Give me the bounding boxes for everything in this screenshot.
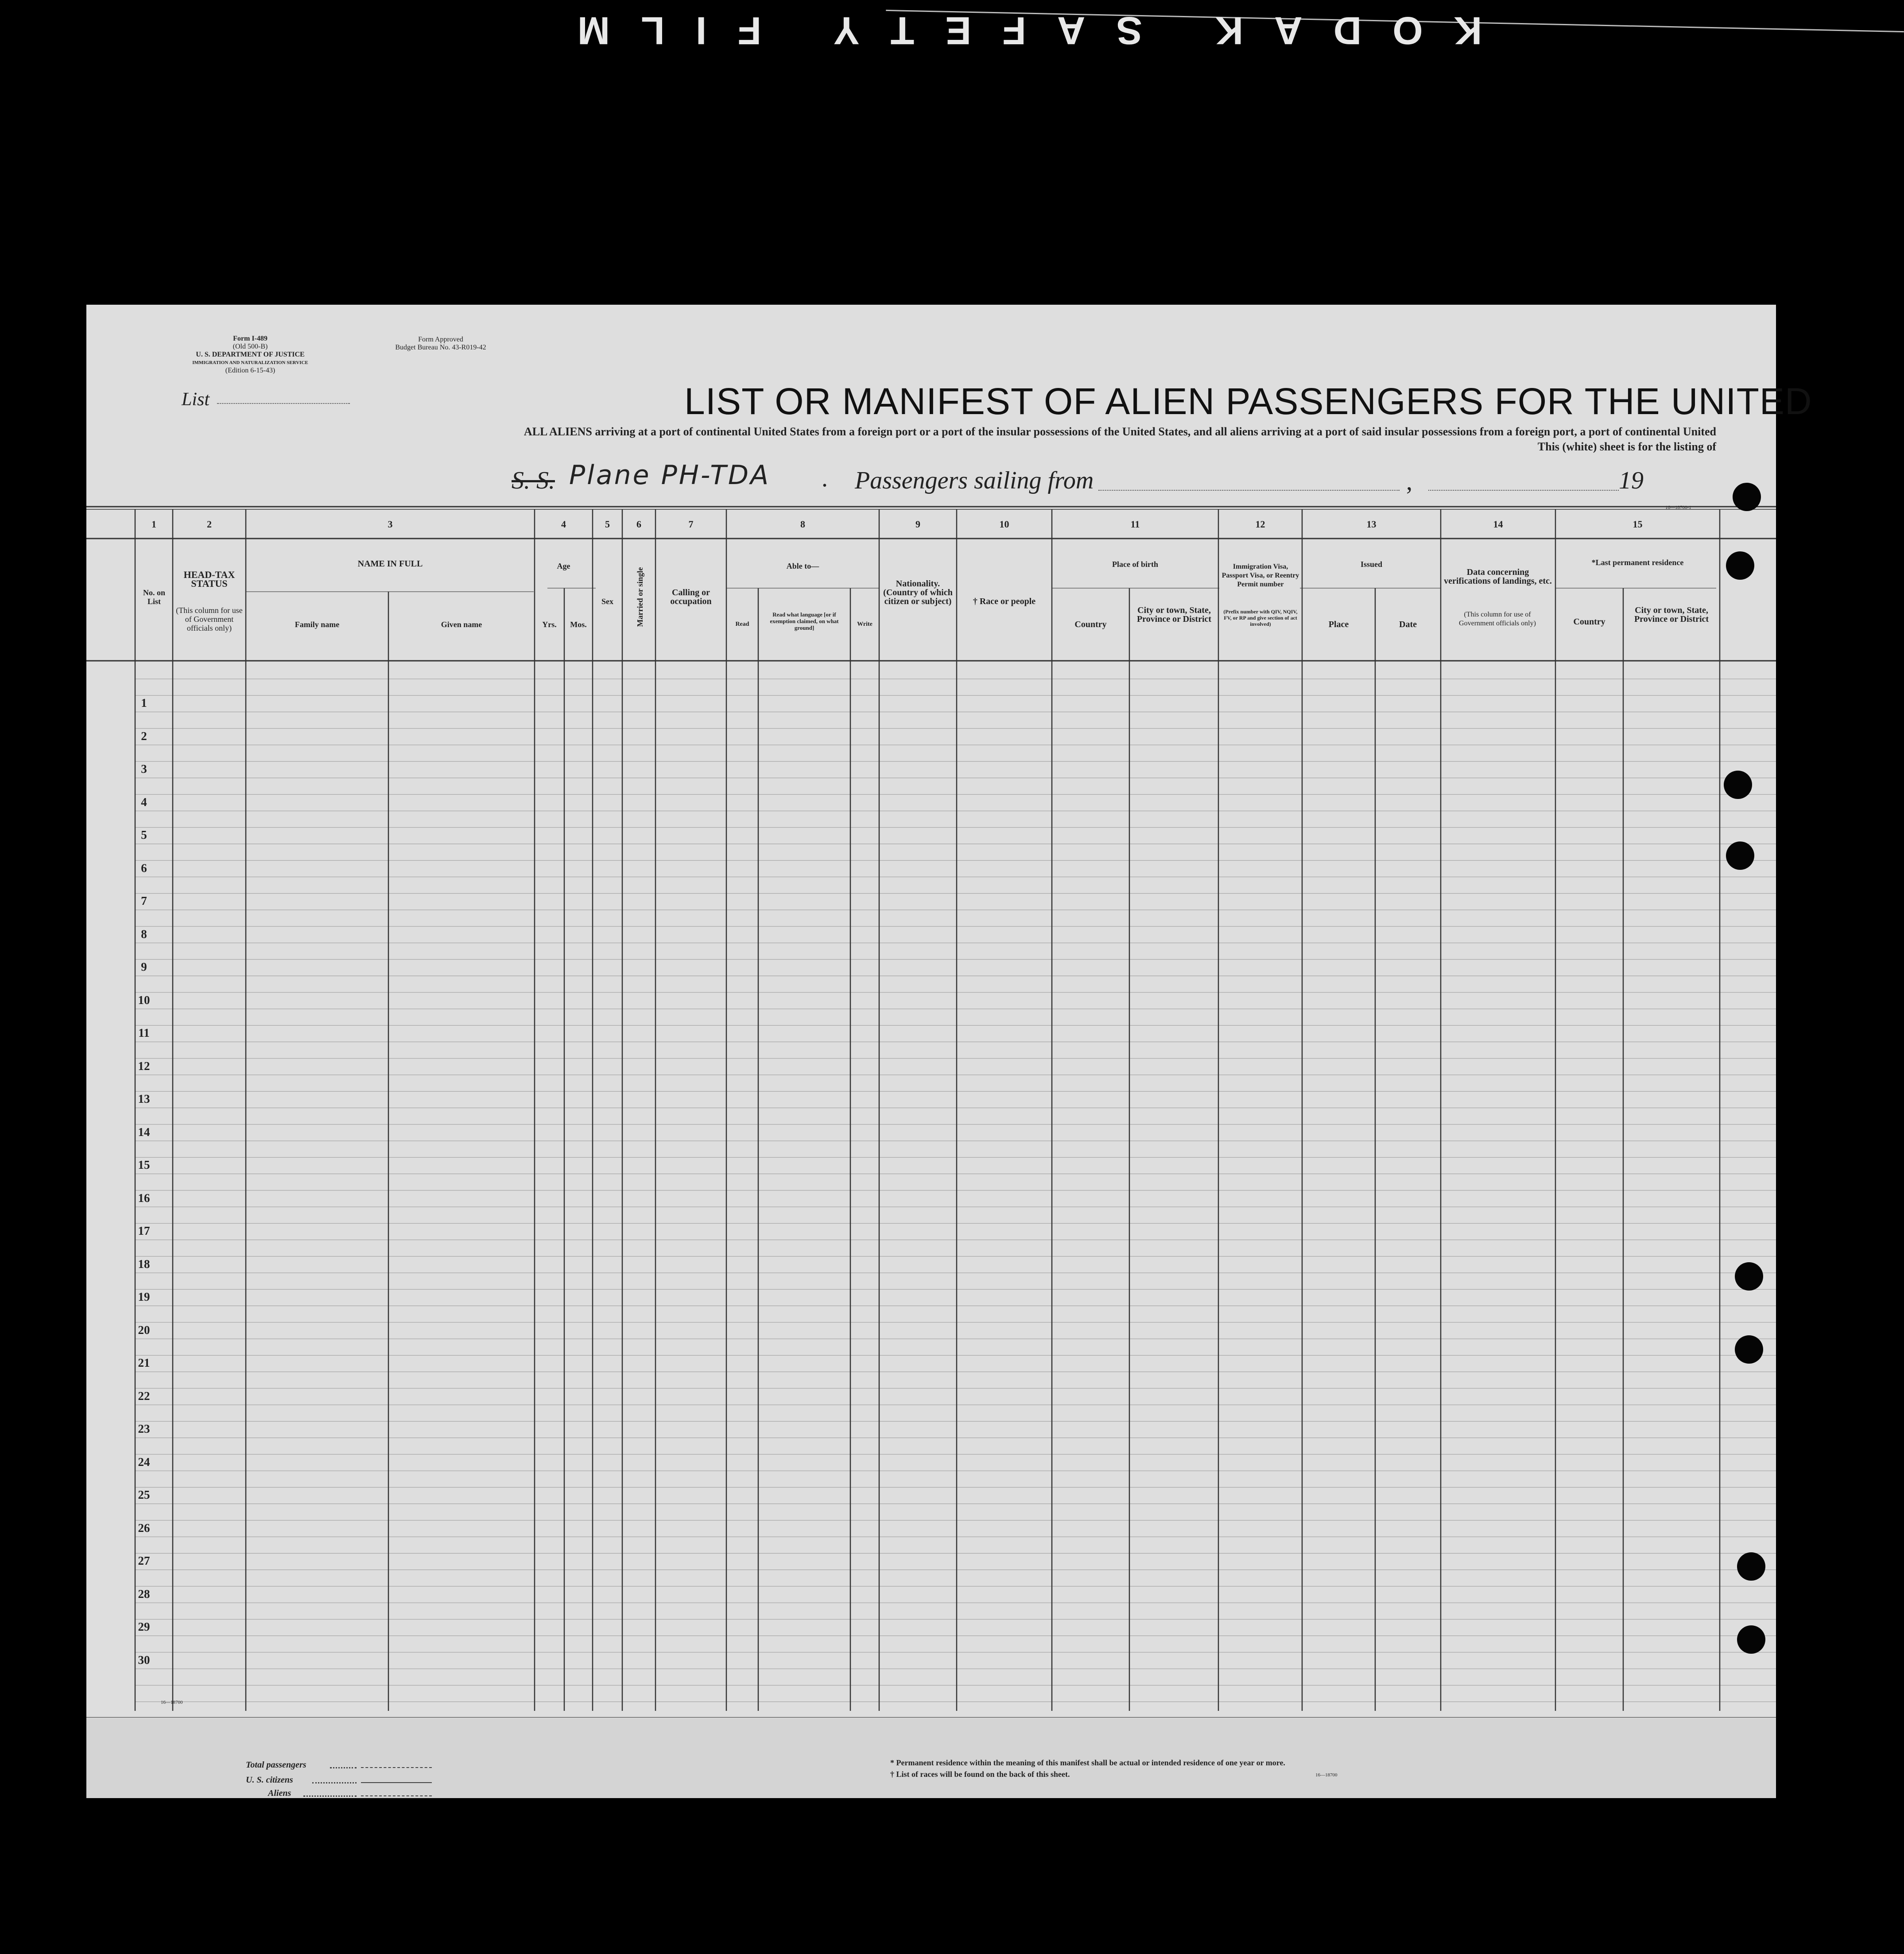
list-label: List <box>182 389 210 410</box>
footnote-races: † List of races will be found on the back of this sheet. <box>890 1770 1070 1779</box>
date-comma: , <box>1406 468 1412 496</box>
header-race: † Race or people <box>973 597 1036 606</box>
col-number-11: 11 <box>1130 519 1140 530</box>
header-residence-city: City or town, State, Province or District <box>1634 605 1709 624</box>
header-mos: Mos. <box>570 620 587 629</box>
us-citizens-label: U. S. citizens <box>246 1775 293 1785</box>
header-calling: Calling or occupation <box>670 588 712 606</box>
row-number: 2 <box>141 729 147 743</box>
row-number: 7 <box>141 894 147 907</box>
header-head-tax: HEAD-TAX STATUS <box>183 569 235 589</box>
manifest-title: LIST OR MANIFEST OF ALIEN PASSENGERS FOR THE UNITED <box>684 380 1812 422</box>
col-number-12: 12 <box>1255 519 1265 530</box>
header-issued-place: Place <box>1328 620 1349 629</box>
form-number: Form I-489 <box>233 335 268 342</box>
year-prefix: 19 <box>1619 467 1644 494</box>
header-no-on-list: No. on List <box>143 588 165 606</box>
row-number: 8 <box>141 927 147 941</box>
punch-hole <box>1733 483 1761 511</box>
header-residence-country: Country <box>1573 617 1605 627</box>
punch-hole <box>1735 1262 1763 1291</box>
aliens-line <box>361 1795 432 1796</box>
row-number: 6 <box>141 861 147 875</box>
header-birth-country: Country <box>1074 620 1107 629</box>
row-number: 26 <box>138 1521 150 1535</box>
sailing-from-label: Passengers sailing from <box>855 467 1094 494</box>
header-issued-date: Date <box>1399 620 1417 629</box>
header-read: Read <box>735 621 749 628</box>
col-number-2: 2 <box>207 519 212 530</box>
row-number: 12 <box>138 1059 150 1073</box>
aliens-dots <box>303 1795 357 1797</box>
header-name-in-full: NAME IN FULL <box>357 559 423 569</box>
form-old-number: (Old 500-B) <box>233 343 268 350</box>
row-number: 10 <box>138 993 150 1007</box>
aliens-label: Aliens <box>268 1788 291 1798</box>
header-data-note: (This column for use of Government officials only) <box>1459 611 1536 627</box>
col-number-4: 4 <box>561 519 566 530</box>
punch-hole <box>1726 841 1754 870</box>
col-number-7: 7 <box>688 519 694 530</box>
row-number: 25 <box>138 1488 150 1501</box>
citizens-line <box>361 1782 432 1783</box>
row-number: 3 <box>141 762 147 775</box>
header-married-or-single: Married or single <box>636 567 644 627</box>
manifest-sheet-note: This (white) sheet is for the listing of <box>1537 440 1716 453</box>
col-number-5: 5 <box>605 519 610 530</box>
col-number-9: 9 <box>915 519 920 530</box>
col-number-13: 13 <box>1366 519 1377 530</box>
manifest-sheet <box>86 305 1812 1798</box>
row-number: 15 <box>138 1158 150 1171</box>
film-edge-print: KODAK SAFETY FILM <box>546 9 1482 53</box>
col-number-10: 10 <box>999 519 1009 530</box>
row-number: 4 <box>141 795 147 809</box>
row-number: 1 <box>141 696 147 709</box>
row-number: 9 <box>141 960 147 973</box>
row-lines <box>135 679 1776 1702</box>
col-number-8: 8 <box>800 519 805 530</box>
header-sex: Sex <box>601 597 613 606</box>
form-edition: (Edition 6-15-43) <box>225 367 275 374</box>
header-place-of-birth: Place of birth <box>1112 560 1158 569</box>
header-yrs: Yrs. <box>542 620 557 629</box>
col-number-3: 3 <box>388 519 393 530</box>
header-last-residence: *Last permanent residence <box>1591 558 1684 567</box>
punch-hole <box>1726 551 1754 580</box>
punch-hole <box>1724 771 1752 799</box>
col-number-1: 1 <box>151 519 156 530</box>
form-service: IMMIGRATION AND NATURALIZATION SERVICE <box>192 360 308 365</box>
header-read-language: Read what language [or if exemption claimed, on what ground] <box>770 611 839 631</box>
row-number: 29 <box>138 1620 150 1633</box>
row-number: 24 <box>138 1455 150 1469</box>
form-department: U. S. DEPARTMENT OF JUSTICE <box>196 351 305 358</box>
row-number: 16 <box>138 1191 150 1205</box>
footer-band <box>86 1718 1776 1798</box>
header-birth-city: City or town, State, Province or District <box>1136 605 1212 624</box>
row-number: 21 <box>138 1356 150 1369</box>
row-number: 23 <box>138 1422 150 1435</box>
header-nationality: Nationality. (Country of which citizen or subject) <box>883 579 953 606</box>
row-number: 28 <box>138 1587 150 1601</box>
ship-name: Plane PH-TDA <box>569 460 771 491</box>
punch-hole <box>1735 1335 1763 1364</box>
header-issued: Issued <box>1360 560 1383 569</box>
col-number-6: 6 <box>636 519 641 530</box>
citizens-dots <box>312 1782 357 1783</box>
footnote-permanent-residence: * Permanent residence within the meaning of this manifest shall be actual or intended residence of one year or more. <box>890 1758 1285 1767</box>
row-number: 27 <box>138 1554 150 1567</box>
row-number: 14 <box>138 1125 150 1139</box>
header-head-tax-note: (This column for use of Government officials only) <box>176 606 243 632</box>
row-number: 22 <box>138 1389 150 1403</box>
header-data-concerning: Data concerning verifications of landings, etc. <box>1444 567 1552 586</box>
ship-dot: . <box>822 465 828 492</box>
row-number: 19 <box>138 1290 150 1303</box>
total-dots <box>330 1767 357 1768</box>
ship-prefix: S. S. <box>512 467 555 494</box>
col-number-14: 14 <box>1493 519 1503 530</box>
form-budget-number: Budget Bureau No. 43-R019-42 <box>395 344 486 351</box>
total-line <box>361 1767 432 1768</box>
row-number: 30 <box>138 1653 150 1667</box>
row-number: 13 <box>138 1092 150 1105</box>
row-number: 20 <box>138 1323 150 1337</box>
header-visa-note: (Prefix number with QIV, NQIV, FV, or RP and give section of act involved) <box>1223 609 1298 627</box>
manifest-instructions: ALL ALIENS arriving at a port of continental United States from a foreign port or a port of the insular possessions of the United States, and all aliens arriving at a port of said insular possessions from a foreign port, a port of continental United <box>524 425 1716 438</box>
header-visa: Immigration Visa, Passport Visa, or Reentry Permit number <box>1222 563 1299 588</box>
print-code-footer: 16—18700 <box>1315 1772 1338 1778</box>
header-given-name: Given name <box>441 620 482 629</box>
print-code-bottom-left: 16—18700 <box>161 1700 183 1705</box>
row-number: 17 <box>138 1224 150 1237</box>
row-number: 18 <box>138 1257 150 1271</box>
col-number-15: 15 <box>1633 519 1643 530</box>
row-number: 5 <box>141 828 147 841</box>
punch-hole <box>1737 1625 1765 1654</box>
header-write: Write <box>857 621 873 628</box>
header-able-to: Able to— <box>786 562 819 570</box>
header-age: Age <box>557 562 570 570</box>
header-family-name: Family name <box>295 620 340 629</box>
total-passengers-label: Total passengers <box>246 1760 306 1770</box>
print-code-top: 16—18700-1 <box>1665 505 1691 510</box>
row-number: 11 <box>138 1026 150 1039</box>
punch-hole <box>1737 1552 1765 1581</box>
form-approved: Form Approved <box>418 336 463 343</box>
